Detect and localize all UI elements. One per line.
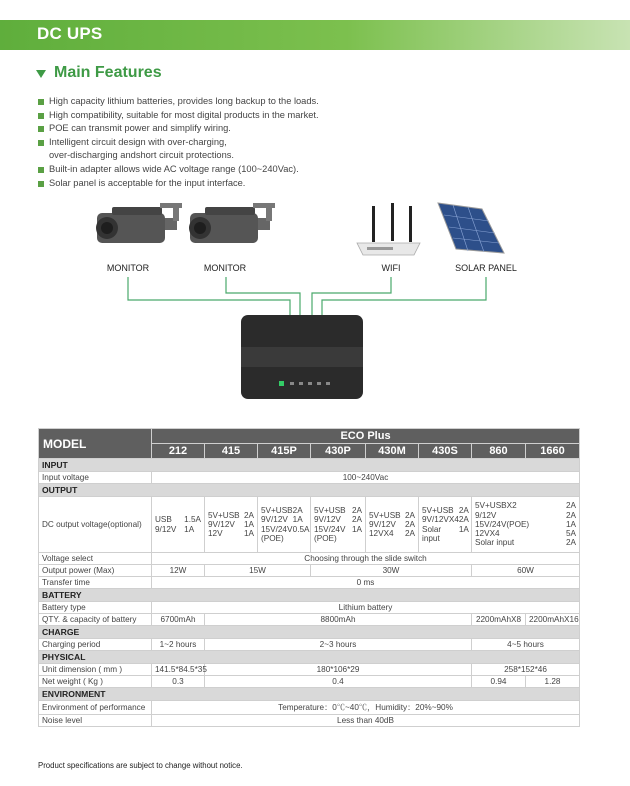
cell: 141.5*84.5*35 xyxy=(152,664,205,676)
cell: 6700mAh xyxy=(152,614,205,626)
cell: 1~2 hours xyxy=(152,639,205,651)
cell: 60W xyxy=(472,565,580,577)
square-bullet-icon xyxy=(38,181,44,187)
cell: Choosing through the slide switch xyxy=(152,553,580,565)
row-label: Battery type xyxy=(39,602,152,614)
row-label: Output power (Max) xyxy=(39,565,152,577)
model-430p: 430P xyxy=(311,444,366,459)
table-row xyxy=(39,701,580,715)
square-bullet-icon xyxy=(38,140,44,146)
square-bullet-icon xyxy=(38,113,44,119)
model-header: MODEL xyxy=(39,429,152,459)
wifi-label: WIFI xyxy=(381,263,401,273)
spec-table xyxy=(38,428,580,727)
table-row xyxy=(39,497,580,553)
cell: 0 ms xyxy=(152,577,580,589)
list-item: POE can transmit power and simplify wiring. xyxy=(38,122,458,136)
triangle-down-icon xyxy=(36,70,46,78)
section-row xyxy=(39,459,580,472)
table-row xyxy=(39,565,580,577)
cell: Lithium battery xyxy=(152,602,580,614)
cell: 0.94 xyxy=(472,676,526,688)
section-row xyxy=(39,626,580,639)
monitor-label: MONITOR xyxy=(106,263,150,273)
row-label: Noise level xyxy=(39,715,152,727)
table-row xyxy=(39,472,580,484)
features-heading xyxy=(36,64,162,82)
monitor-label: MONITOR xyxy=(203,263,247,273)
table-row xyxy=(39,639,580,651)
table-row xyxy=(39,664,580,676)
cell: 0.3 xyxy=(152,676,205,688)
row-label: Input voltage xyxy=(39,472,152,484)
title-banner xyxy=(0,20,630,50)
list-item: High compatibility, suitable for most digital products in the market. xyxy=(38,109,458,123)
cell: 0.4 xyxy=(205,676,472,688)
row-label: Environment of performance xyxy=(39,701,152,715)
connection-line xyxy=(226,277,300,317)
cell: Less than 40dB xyxy=(152,715,580,727)
features-heading-text: Main Features xyxy=(54,64,162,81)
list-item: Intelligent circuit design with over-charging, over-discharging andshort circuit protections. xyxy=(38,136,458,163)
cell: 12W xyxy=(152,565,205,577)
square-bullet-icon xyxy=(38,126,44,132)
table-row xyxy=(39,715,580,727)
cell: 2~3 hours xyxy=(205,639,472,651)
model-415p: 415P xyxy=(258,444,311,459)
cell: 5V+USB 9V/12V 12VX4 2A 2A 2A xyxy=(366,497,419,553)
cell: 15W xyxy=(205,565,311,577)
row-label: Net weight ( Kg ) xyxy=(39,676,152,688)
row-label: QTY. & capacity of battery xyxy=(39,614,152,626)
series-header: ECO Plus xyxy=(152,429,580,444)
table-row xyxy=(39,553,580,565)
section-environment: ENVIRONMENT xyxy=(39,688,580,701)
row-label: Voltage select xyxy=(39,553,152,565)
connection-diagram xyxy=(0,195,630,410)
cell: 4~5 hours xyxy=(472,639,580,651)
cell: 180*106*29 xyxy=(205,664,472,676)
row-label: Unit dimension ( mm ) xyxy=(39,664,152,676)
section-row xyxy=(39,688,580,701)
cell: 2200mAhX16 xyxy=(526,614,580,626)
cell: 2200mAhX8 xyxy=(472,614,526,626)
cell: USB 9/12V 1.5A 1A xyxy=(152,497,205,553)
cell: 30W xyxy=(311,565,472,577)
router-icon xyxy=(357,203,420,255)
cell: 5V+USB 9V/12V 12V 2A 1A 1A xyxy=(205,497,258,553)
page-title: DC UPS xyxy=(37,24,103,43)
connection-line xyxy=(322,277,486,317)
model-212: 212 xyxy=(152,444,205,459)
cell: 1.28 xyxy=(526,676,580,688)
cell: Temperature：0℃~40℃，Humidity：20%~90% xyxy=(152,701,580,715)
connection-line xyxy=(312,277,391,317)
square-bullet-icon xyxy=(38,99,44,105)
solar-panel-label: SOLAR PANEL xyxy=(455,263,517,273)
cell: 8800mAh xyxy=(205,614,472,626)
cell: 258*152*46 xyxy=(472,664,580,676)
connection-line xyxy=(128,277,290,317)
footnote: Product specifications are subject to change without notice. xyxy=(38,761,243,770)
section-output: OUTPUT xyxy=(39,484,580,497)
ups-device-icon xyxy=(241,315,363,399)
solar-panel-icon xyxy=(438,203,504,253)
camera-icon xyxy=(189,203,275,243)
row-label: DC output voltage(optional) xyxy=(39,497,152,553)
model-1660: 1660 xyxy=(526,444,580,459)
section-row xyxy=(39,651,580,664)
section-physical: PHYSICAL xyxy=(39,651,580,664)
row-label: Charging period xyxy=(39,639,152,651)
table-row xyxy=(39,614,580,626)
list-item: Solar panel is acceptable for the input interface. xyxy=(38,177,458,191)
row-label: Transfer time xyxy=(39,577,152,589)
table-row xyxy=(39,577,580,589)
section-row xyxy=(39,484,580,497)
model-860: 860 xyxy=(472,444,526,459)
cell: 5V+USB 9V/12V 15V/24V (POE) 2A 2A 1A xyxy=(311,497,366,553)
model-430m: 430M xyxy=(366,444,419,459)
model-415: 415 xyxy=(205,444,258,459)
table-row xyxy=(39,602,580,614)
cell: 5V+USBX2 9/12V 15V/24V(POE) 12VX4 Solar input 2A 2A 1A 5A 2A xyxy=(472,497,580,553)
section-input: INPUT xyxy=(39,459,580,472)
section-battery: BATTERY xyxy=(39,589,580,602)
feature-list xyxy=(38,95,458,190)
table-header-row xyxy=(39,429,580,444)
camera-icon xyxy=(96,203,182,243)
square-bullet-icon xyxy=(38,167,44,173)
model-430s: 430S xyxy=(419,444,472,459)
cell: 5V+USB 9V/12V 15V/24V (POE) 2A 1A 0.5A xyxy=(258,497,311,553)
table-row xyxy=(39,676,580,688)
section-row xyxy=(39,589,580,602)
list-item: Built-in adapter allows wide AC voltage range (100~240Vac). xyxy=(38,163,458,177)
cell: 100~240Vac xyxy=(152,472,580,484)
cell: 5V+USB 9V/12VX4 Solar input 2A 2A 1A xyxy=(419,497,472,553)
section-charge: CHARGE xyxy=(39,626,580,639)
diagram-graphics xyxy=(0,195,630,410)
list-item: High capacity lithium batteries, provides long backup to the loads. xyxy=(38,95,458,109)
